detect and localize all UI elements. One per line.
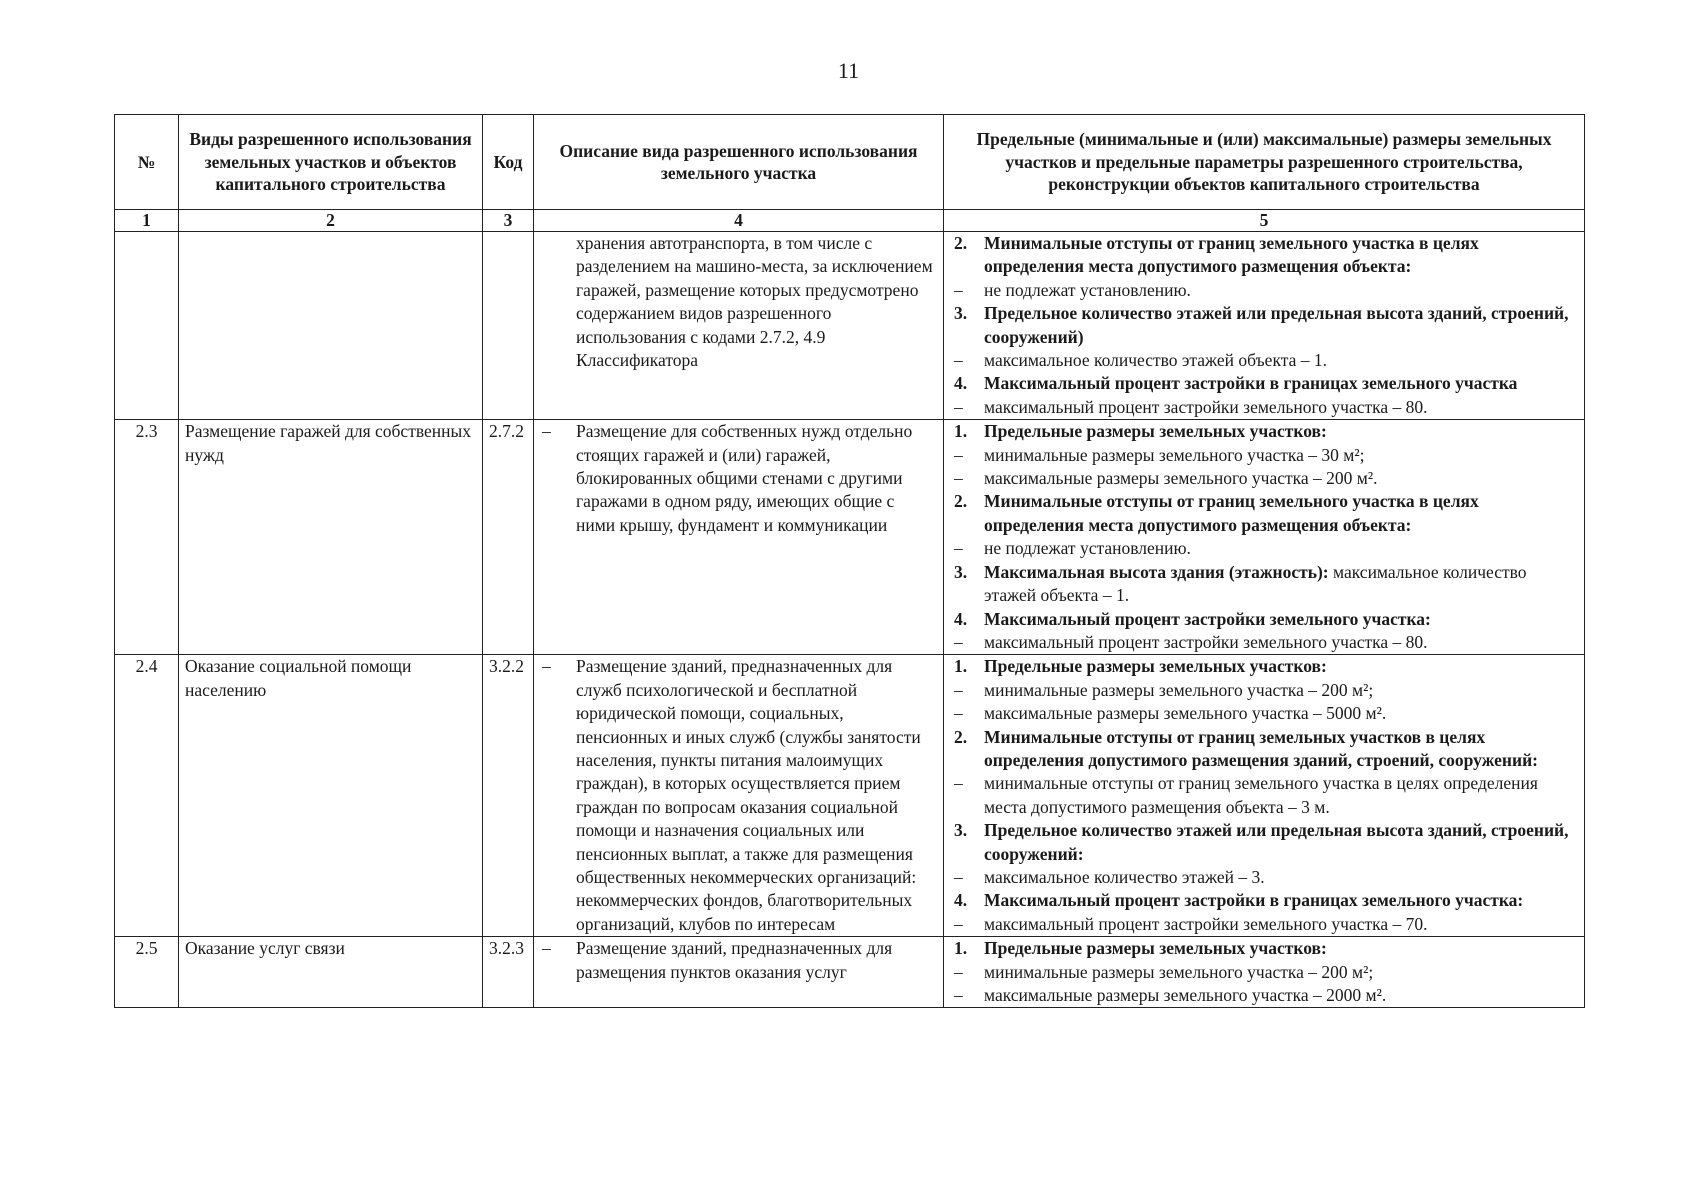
usage-description-cell bbox=[534, 420, 944, 655]
parameter-marker: – bbox=[954, 350, 963, 371]
row-number: 2.3 bbox=[115, 420, 179, 655]
header-row bbox=[115, 115, 1585, 210]
header-parameters: Предельные (минимальные и (или) максимальные) размеры земельных участков и предельные параметры разрешенного строительства, реконструкции объектов капитального строительства bbox=[944, 115, 1585, 210]
parameter-marker: 2. bbox=[954, 491, 968, 512]
usage-description: хранения автотранспорта, в том числе с разделением на машино-места, за исключением гаражей, размещение которых предусмотрено содержанием видов разрешенного использования с кодами 2.7.2, 4.9 Классификатора bbox=[576, 233, 933, 371]
parameter-marker: – bbox=[954, 396, 963, 417]
parameters-cell bbox=[944, 937, 1585, 1008]
parameter-text: Максимальный процент застройки земельного участка: bbox=[984, 608, 1431, 629]
parameter-line bbox=[954, 702, 1578, 725]
row-number bbox=[115, 232, 179, 420]
parameter-line bbox=[954, 444, 1578, 467]
usage-code: 2.7.2 bbox=[483, 420, 534, 655]
usage-description-cell bbox=[534, 232, 944, 420]
table-row bbox=[115, 232, 1585, 420]
parameter-marker: – bbox=[954, 961, 963, 982]
parameter-line bbox=[954, 913, 1578, 936]
usage-description: Размещение для собственных нужд отдельно стоящих гаражей и (или) гаражей, блокированных общими стенами с другими гаражами в одном ряду, имеющих общие с ними крышу, фундамент и коммуникации bbox=[576, 421, 913, 535]
parameter-text: максимальные размеры земельного участка – 200 м². bbox=[984, 468, 1378, 489]
column-number: 5 bbox=[944, 210, 1585, 232]
usage-type: Оказание услуг связи bbox=[179, 937, 483, 1008]
parameter-text: Предельные размеры земельных участков: bbox=[984, 938, 1327, 959]
parameter-text: Минимальные отступы от границ земельного участка в целях определения места допустимого размещения объекта: bbox=[984, 491, 1479, 535]
parameter-line bbox=[954, 490, 1578, 537]
table-row bbox=[115, 420, 1585, 655]
parameter-marker: 3. bbox=[954, 303, 968, 324]
parameter-line bbox=[954, 866, 1578, 889]
parameter-line bbox=[954, 937, 1578, 960]
parameter-marker: – bbox=[954, 679, 963, 700]
parameter-line bbox=[954, 232, 1578, 279]
parameter-line bbox=[954, 889, 1578, 912]
parameter-text: не подлежат установлению. bbox=[984, 279, 1191, 300]
parameter-line bbox=[954, 819, 1578, 866]
parameters-cell bbox=[944, 655, 1585, 937]
parameter-text: Минимальные отступы от границ земельного участка в целях определения места допустимого размещения объекта: bbox=[984, 233, 1479, 277]
parameter-marker: – bbox=[954, 631, 963, 652]
parameter-marker: – bbox=[954, 444, 963, 465]
parameter-marker: 4. bbox=[954, 373, 968, 394]
usage-type: Оказание социальной помощи населению bbox=[179, 655, 483, 937]
parameter-marker: – bbox=[954, 985, 963, 1005]
parameter-line bbox=[954, 679, 1578, 702]
parameter-text: Предельные размеры земельных участков: bbox=[984, 656, 1327, 677]
parameter-text: Предельные размеры земельных участков: bbox=[984, 421, 1327, 442]
dash-marker: – bbox=[542, 656, 551, 677]
parameter-marker: – bbox=[954, 913, 963, 934]
parameter-text-rest: максимальное количество этажей объекта – 1. bbox=[984, 561, 1527, 606]
parameter-text: Предельное количество этажей или предельная высота зданий, строений, сооружений: bbox=[984, 820, 1569, 864]
usage-code: 3.2.3 bbox=[483, 937, 534, 1008]
usage-description: Размещение зданий, предназначенных для служб психологической и бесплатной юридической помощи, социальных, пенсионных и иных служб (службы занятости населения, пункты питания малоимущих граждан), в которых осуществляется прием граждан по вопросам оказания социальной помощи и назначения социальных или пенсионных выплат, а также для размещения общественных некоммерческих организаций: некоммерческих фондов, благотворительных организаций, клубов по интересам bbox=[576, 656, 921, 934]
parameter-line bbox=[954, 372, 1578, 395]
parameter-line bbox=[954, 984, 1578, 1007]
parameter-line bbox=[954, 561, 1578, 608]
parameter-text: Максимальный процент застройки в границах земельного участка: bbox=[984, 890, 1524, 911]
table-row bbox=[115, 655, 1585, 937]
parameter-line bbox=[954, 772, 1578, 819]
usage-type bbox=[179, 232, 483, 420]
parameter-marker: 3. bbox=[954, 561, 968, 582]
column-number: 1 bbox=[115, 210, 179, 232]
usage-description-cell bbox=[534, 655, 944, 937]
row-number: 2.4 bbox=[115, 655, 179, 937]
parameters-cell bbox=[944, 232, 1585, 420]
parameter-text: Минимальные отступы от границ земельных участков в целях определения допустимого размещения зданий, строений, сооружений: bbox=[984, 726, 1538, 770]
parameter-marker: 4. bbox=[954, 890, 968, 911]
header-number: № bbox=[115, 115, 179, 210]
parameter-line bbox=[954, 420, 1578, 443]
regulations-table bbox=[114, 114, 1585, 1008]
parameter-line bbox=[954, 396, 1578, 419]
parameter-marker: 1. bbox=[954, 938, 968, 959]
header-description: Описание вида разрешенного использования земельного участка bbox=[534, 115, 944, 210]
dash-marker: – bbox=[542, 938, 551, 959]
parameter-marker: – bbox=[954, 538, 963, 559]
column-number: 2 bbox=[179, 210, 483, 232]
parameter-line bbox=[954, 631, 1578, 654]
parameter-marker: 1. bbox=[954, 656, 968, 677]
parameter-text: максимальное количество этажей объекта – 1. bbox=[984, 350, 1327, 371]
usage-description-cell bbox=[534, 937, 944, 1008]
usage-description: Размещение зданий, предназначенных для размещения пунктов оказания услуг bbox=[576, 938, 893, 982]
parameter-line bbox=[954, 537, 1578, 560]
parameter-text: максимальные размеры земельного участка – 2000 м². bbox=[984, 985, 1387, 1005]
parameter-text: минимальные размеры земельного участка – 30 м²; bbox=[984, 444, 1365, 465]
column-number: 3 bbox=[483, 210, 534, 232]
parameter-text: максимальный процент застройки земельного участка – 80. bbox=[984, 396, 1428, 417]
parameter-text: минимальные размеры земельного участка – 200 м²; bbox=[984, 961, 1374, 982]
parameter-marker: – bbox=[954, 468, 963, 489]
parameter-text: максимальное количество этажей – 3. bbox=[984, 866, 1265, 887]
parameter-line bbox=[954, 349, 1578, 372]
row-number: 2.5 bbox=[115, 937, 179, 1008]
parameter-line bbox=[954, 726, 1578, 773]
parameter-line bbox=[954, 302, 1578, 349]
parameter-text: максимальный процент застройки земельного участка – 70. bbox=[984, 913, 1428, 934]
parameter-text: не подлежат установлению. bbox=[984, 538, 1191, 559]
parameter-text: максимальные размеры земельного участка – 5000 м². bbox=[984, 703, 1387, 724]
parameter-marker: 2. bbox=[954, 233, 968, 253]
parameter-text: Максимальный процент застройки в границах земельного участка bbox=[984, 373, 1518, 394]
parameter-text: Предельное количество этажей или предельная высота зданий, строений, сооружений) bbox=[984, 303, 1569, 347]
usage-code: 3.2.2 bbox=[483, 655, 534, 937]
header-usage-type: Виды разрешенного использования земельных участков и объектов капитального строительства bbox=[179, 115, 483, 210]
dash-marker: – bbox=[542, 421, 551, 442]
parameter-text: максимальный процент застройки земельного участка – 80. bbox=[984, 631, 1428, 652]
header-code: Код bbox=[483, 115, 534, 210]
parameter-line bbox=[954, 961, 1578, 984]
parameter-marker: 3. bbox=[954, 820, 968, 841]
table-row bbox=[115, 937, 1585, 1008]
parameter-line bbox=[954, 655, 1578, 678]
usage-type: Размещение гаражей для собственных нужд bbox=[179, 420, 483, 655]
parameter-text: минимальные отступы от границ земельного участка в целях определения места допустимого размещения объекта – 3 м. bbox=[984, 773, 1538, 817]
parameter-text: минимальные размеры земельного участка – 200 м²; bbox=[984, 679, 1374, 700]
parameter-marker: – bbox=[954, 703, 963, 724]
parameters-cell bbox=[944, 420, 1585, 655]
parameter-marker: 1. bbox=[954, 421, 968, 442]
parameter-marker: – bbox=[954, 866, 963, 887]
column-number-row bbox=[115, 210, 1585, 232]
parameter-marker: – bbox=[954, 773, 963, 794]
column-number: 4 bbox=[534, 210, 944, 232]
usage-code bbox=[483, 232, 534, 420]
parameter-line bbox=[954, 467, 1578, 490]
page-number: 11 bbox=[837, 58, 860, 83]
parameter-text: Максимальная высота здания (этажность): bbox=[984, 561, 1329, 582]
parameter-marker: 4. bbox=[954, 608, 968, 629]
parameter-marker: – bbox=[954, 279, 963, 300]
parameter-line bbox=[954, 279, 1578, 302]
parameter-line bbox=[954, 608, 1578, 631]
parameter-marker: 2. bbox=[954, 726, 968, 747]
